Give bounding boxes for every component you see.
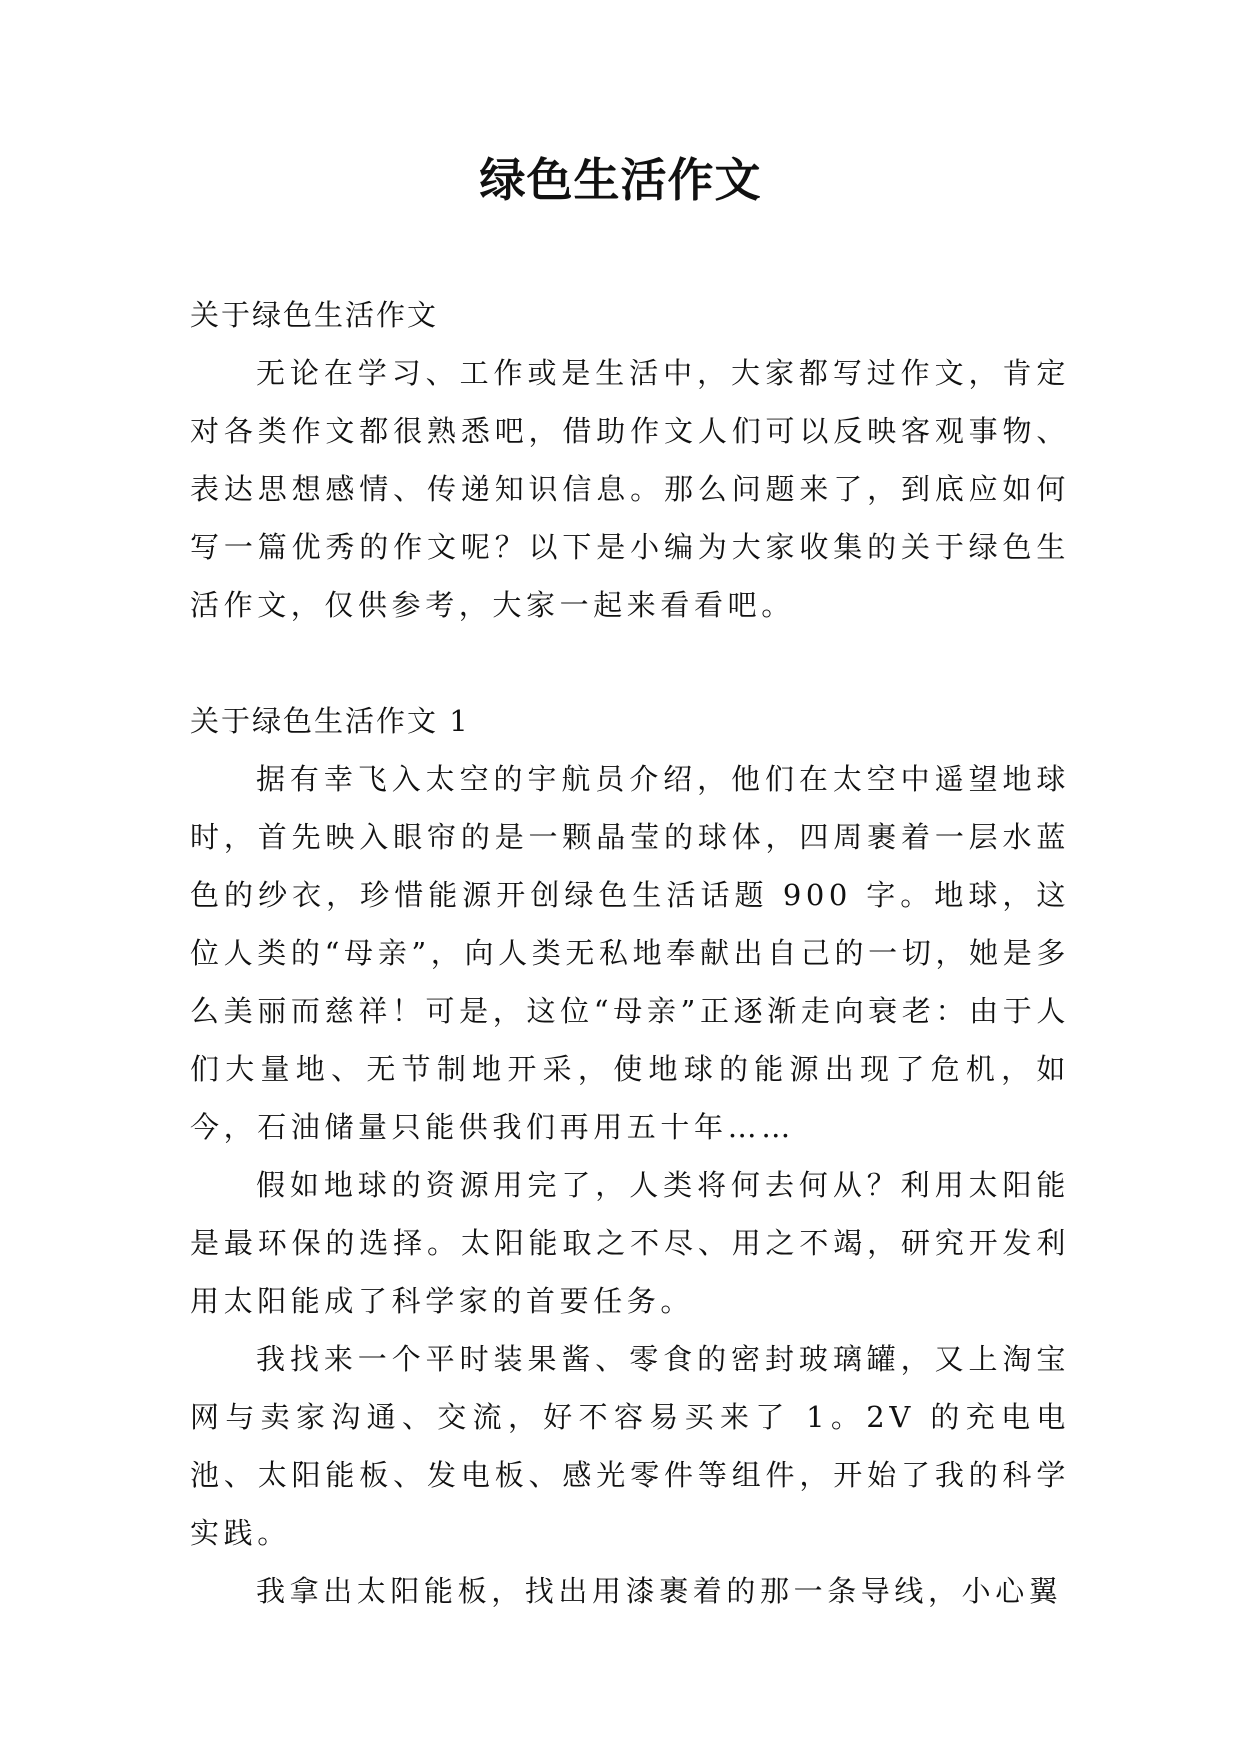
section-spacer	[190, 634, 1070, 692]
intro-heading: 关于绿色生活作文	[190, 298, 439, 332]
section1-paragraph-4: 我拿出太阳能板，找出用漆裹着的那一条导线，小心翼	[256, 1574, 1063, 1608]
document-body	[190, 286, 1070, 1620]
section1-paragraph-3: 我找来一个平时装果酱、零食的密封玻璃罐，又上淘宝网与卖家沟通、交流，好不容易买来了 1。2V 的充电电池、太阳能板、发电板、感光零件等组件，开始了我的科学实践。	[190, 1342, 1070, 1550]
section1-heading: 关于绿色生活作文 1	[190, 704, 470, 738]
section1-paragraph-2: 假如地球的资源用完了，人类将何去何从？利用太阳能是最环保的选择。太阳能取之不尽、用之不竭，研究开发利用太阳能成了科学家的首要任务。	[190, 1168, 1070, 1318]
intro-paragraph: 无论在学习、工作或是生活中，大家都写过作文，肯定对各类作文都很熟悉吧，借助作文人们可以反映客观事物、表达思想感情、传递知识信息。那么问题来了，到底应如何写一篇优秀的作文呢？以下是小编为大家收集的关于绿色生活作文，仅供参考，大家一起来看看吧。	[190, 356, 1070, 622]
document-title: 绿色生活作文	[479, 153, 762, 207]
section1-paragraph-1: 据有幸飞入太空的宇航员介绍，他们在太空中遥望地球时，首先映入眼帘的是一颗晶莹的球体，四周裹着一层水蓝色的纱衣，珍惜能源开创绿色生活话题 900 字。地球，这位人类的“母亲”，向人类无私地奉献出自己的一切，她是多么美丽而慈祥！可是，这位“母亲”正逐渐走向衰老：由于人们大量地、无节制地开采，使地球的能源出现了危机，如今，石油储量只能供我们再用五十年……	[190, 762, 1070, 1144]
